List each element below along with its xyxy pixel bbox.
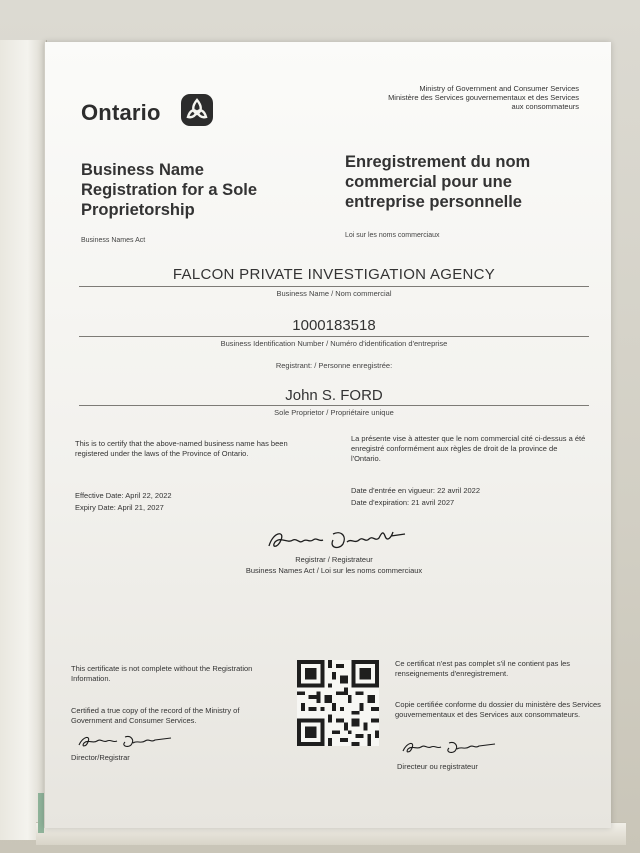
- registrar-act: Business Names Act / Loi sur les noms commerciaux: [245, 566, 423, 575]
- director-title-en: Director/Registrar: [71, 753, 130, 762]
- effective-date-en: Effective Date: April 22, 2022: [75, 491, 172, 500]
- registrant-caption: Sole Proprietor / Propriétaire unique: [274, 408, 394, 417]
- registrant-line: [79, 405, 589, 406]
- qr-code-icon: [297, 660, 379, 746]
- incomplete-notice-en: This certificate is not complete without the Registration Information.: [71, 664, 253, 683]
- registrant-label: Registrant: / Personne enregistrée:: [275, 361, 393, 370]
- certified-copy-fr: Copie certifiée conforme du dossier du ministère des Services gouvernementaux et des Services aux consommateurs.: [395, 700, 601, 719]
- director-signature-fr: [399, 738, 499, 756]
- expiry-date-fr: Date d'expiration: 21 avril 2027: [351, 498, 455, 507]
- registrant-value: John S. FORD: [285, 387, 383, 404]
- registrar-signature: [263, 526, 413, 554]
- ministry-en: Ministry of Government and Consumer Services: [419, 84, 579, 93]
- bin-line: [79, 336, 589, 337]
- business-name-line: [79, 286, 589, 287]
- trillium-icon: [181, 94, 213, 126]
- ministry-fr: Ministère des Services gouvernementaux et des Services aux consommateurs: [388, 93, 579, 111]
- act-en: Business Names Act: [81, 237, 146, 244]
- expiry-date-en: Expiry Date: April 21, 2027: [75, 503, 164, 512]
- director-signature-en: [75, 732, 175, 750]
- bin-value: 1000183518: [292, 317, 376, 334]
- certify-fr: La présente vise à attester que le nom commercial cité ci-dessus a été enregistré conformément aux règles de droit de la province de l'Ontario.: [351, 434, 586, 463]
- director-title-fr: Directeur ou registrateur: [397, 762, 478, 771]
- certify-en: This is to certify that the above-named business name has been registered under the laws of the Province of Ontario.: [75, 439, 288, 458]
- ontario-logo-text: Ontario: [81, 100, 161, 125]
- binder-left-page: [0, 40, 47, 840]
- ministry-heading: [379, 84, 579, 111]
- registrar-title: Registrar / Registrateur: [295, 555, 373, 564]
- title-fr: Enregistrement du nom commercial pour une entreprise personnelle: [345, 153, 531, 211]
- bin-caption: Business Identification Number / Numéro d'identification d'entreprise: [220, 339, 448, 348]
- business-name-value: FALCON PRIVATE INVESTIGATION AGENCY: [172, 266, 496, 283]
- effective-date-fr: Date d'entrée en vigueur: 22 avril 2022: [351, 486, 481, 495]
- certified-copy-en: Certified a true copy of the record of the Ministry of Government and Consumer Services.: [71, 706, 240, 725]
- certificate-sheet: [44, 42, 611, 828]
- act-fr: Loi sur les noms commerciaux: [345, 232, 440, 239]
- title-en: Business Name Registration for a Sole Proprietorship: [81, 161, 258, 219]
- incomplete-notice-fr: Ce certificat n'est pas complet s'il ne contient pas les renseignements d'enregistrement.: [395, 659, 571, 678]
- business-name-caption: Business Name / Nom commercial: [276, 289, 392, 298]
